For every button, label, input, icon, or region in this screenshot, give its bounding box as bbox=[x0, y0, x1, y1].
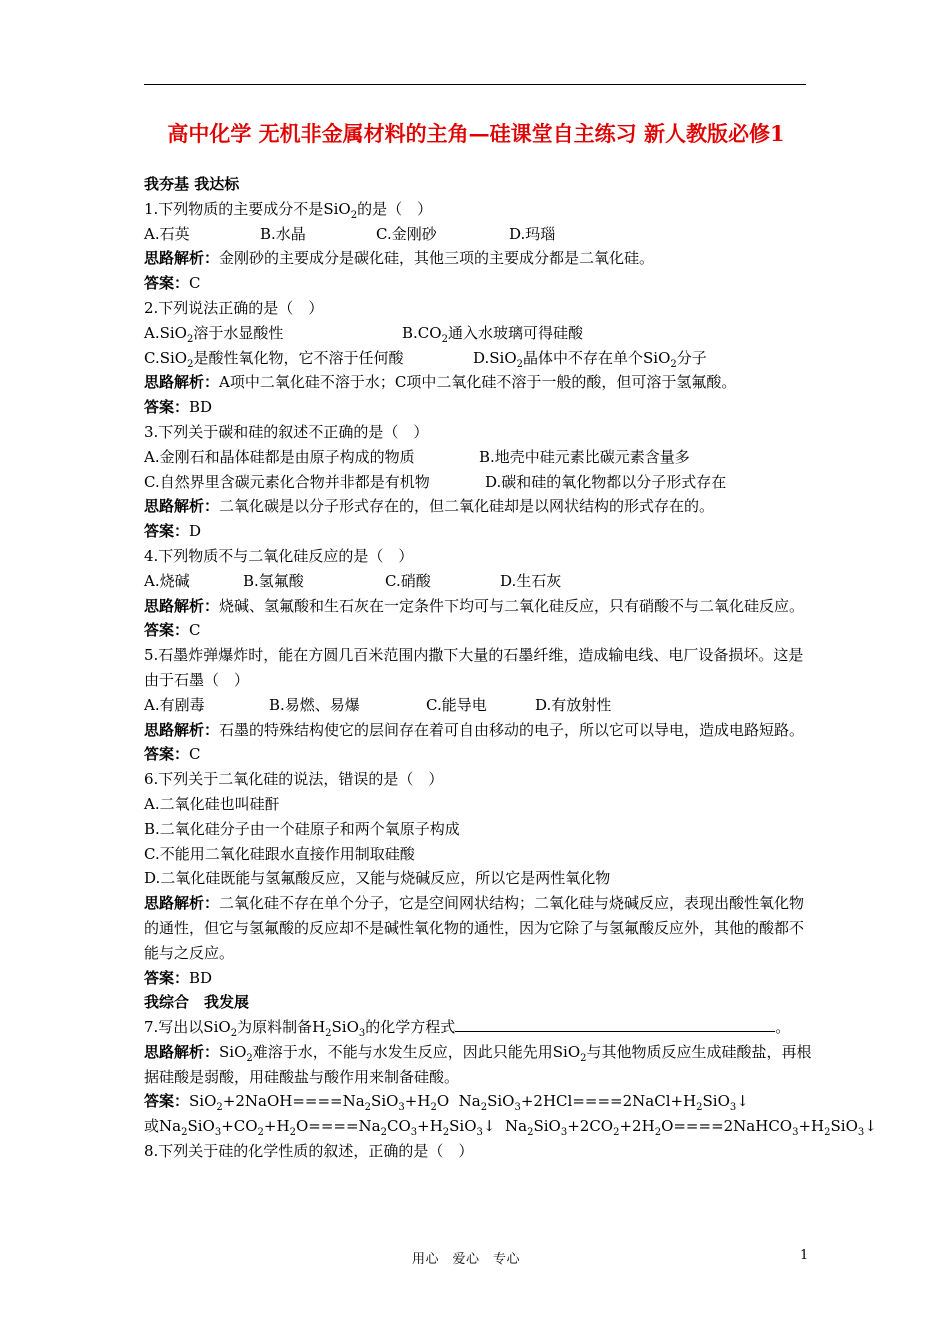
question-3-stem: 3.下列关于碳和硅的叙述不正确的是（ ） bbox=[144, 422, 429, 441]
document-body bbox=[144, 172, 877, 1164]
question-2-options-cd: C.SiO$_2$是酸性氧化物，它不溶于任何酸 D.SiO$_2$晶体中不存在单个SiO$_2$分子 bbox=[144, 348, 707, 370]
question-6-option-d: D.二氧化硅既能与氢氟酸反应，又能与烧碱反应，所以它是两性氧化物 bbox=[144, 869, 611, 888]
question-6-stem: 6.下列关于二氧化硅的说法，错误的是（ ） bbox=[144, 770, 444, 789]
question-6-option-c: C.不能用二氧化硅跟水直接作用制取硅酸 bbox=[144, 844, 415, 863]
question-1-answer: 答案：C bbox=[144, 274, 201, 293]
section-heading: 我综合 我发展 bbox=[144, 993, 250, 1012]
question-6-answer: 答案：BD bbox=[144, 968, 213, 987]
question-4-options: A.烧碱 B.氢氟酸 C.硝酸 D.生石灰 bbox=[144, 571, 562, 590]
option: B.水晶 bbox=[260, 224, 306, 243]
question-3-analysis: 思路解析：二氧化碳是以分子形式存在的，但二氧化硅却是以网状结构的形式存在的。 bbox=[144, 497, 715, 516]
question-7-analysis: 思路解析：SiO$_2$难溶于水，不能与水发生反应，因此只能先用SiO$_2$与其他物质反应生成硅酸盐，再根据硅酸是弱酸，用硅酸盐与酸作用来制备硅酸。 bbox=[144, 1042, 812, 1086]
option: A.石英 bbox=[144, 224, 190, 243]
answer-blank[interactable] bbox=[455, 1015, 775, 1032]
question-1-options bbox=[144, 222, 816, 247]
question-5-stem: 5.石墨炸弹爆炸时，能在方圆几百米范围内撒下大量的石墨纤维，造成输电线、电厂设备损坏。这是由于石墨（ ） bbox=[144, 646, 804, 689]
question-2-options-ab: A.SiO$_2$溶于水显酸性 $B.CO_2$通入水玻璃可得硅酸 bbox=[144, 323, 583, 345]
page-title: 高中化学 无机非金属材料的主角—硅课堂自主练习 新人教版必修1 bbox=[167, 121, 785, 146]
question-2-stem: 2.下列说法正确的是（ ） bbox=[144, 298, 324, 317]
question-5-options: A.有剧毒 B.易燃、易爆 C.能导电 D.有放射性 bbox=[144, 695, 612, 714]
question-4-stem: 4.下列物质不与二氧化硅反应的是（ ） bbox=[144, 546, 414, 565]
page-number: 1 bbox=[800, 1248, 809, 1263]
question-7-answer-line-2: 或$Na_2SiO_3+CO_2+H_2O====Na_2CO_3+H_2SiO_3↓$ $Na_2SiO_3+2CO_2+2H_2O====2NaHCO_3+H_2SiO_3↓$ bbox=[144, 1117, 877, 1139]
header-rule bbox=[144, 84, 806, 85]
question-7-stem: 7.写出以SiO$_2$为原料制备$H_2SiO_3$的化学方程式 。 bbox=[144, 1015, 816, 1040]
option: D.玛瑙 bbox=[509, 224, 556, 243]
question-6-analysis: 思路解析：二氧化硅不存在单个分子，它是空间网状结构；二氧化硅与烧碱反应，表现出酸性氧化物的通性，但它与氢氟酸的反应却不是碱性氧化物的通性，因为它除了与氢氟酸反应外，其他的酸都不能与之反应。 bbox=[144, 894, 805, 962]
option: C.金刚砂 bbox=[376, 224, 437, 243]
section-heading: 我夯基 我达标 bbox=[144, 175, 240, 193]
question-2-analysis: 思路解析：A项中二氧化硅不溶于水；C项中二氧化硅不溶于一般的酸，但可溶于氢氟酸。 bbox=[144, 373, 737, 392]
question-7-answer-line-1: 答案：$SiO_2+2NaOH====Na_2SiO_3+H_2O$ $Na_2SiO_3+2HCl====2NaCl+H_2SiO_3↓$ bbox=[144, 1092, 749, 1114]
question-3-options-ab: A.金刚石和晶体硅都是由原子构成的物质 B.地壳中硅元素比碳元素含量多 bbox=[144, 447, 690, 466]
question-1-stem: 1.下列物质的主要成分不是SiO$_2$的是（ ） bbox=[144, 199, 433, 221]
question-2-answer: 答案：BD bbox=[144, 398, 213, 417]
question-5-analysis: 思路解析：石墨的特殊结构使它的层间存在着可自由移动的电子，所以它可以导电，造成电路短路。 bbox=[144, 720, 805, 739]
question-3-answer: 答案：D bbox=[144, 522, 202, 541]
question-5-answer: 答案：C bbox=[144, 745, 201, 764]
question-4-analysis: 思路解析：烧碱、氢氟酸和生石灰在一定条件下均可与二氧化硅反应，只有硝酸不与二氧化硅反应。 bbox=[144, 596, 805, 615]
question-3-options-cd: C.自然界里含碳元素化合物并非都是有机物 D.碳和硅的氧化物都以分子形式存在 bbox=[144, 472, 727, 491]
question-6-option-b: B.二氧化硅分子由一个硅原子和两个氧原子构成 bbox=[144, 819, 460, 838]
question-4-answer: 答案：C bbox=[144, 621, 201, 640]
footer-motto: 用心 爱心 专心 bbox=[412, 1252, 521, 1267]
question-6-option-a: A.二氧化硅也叫硅酐 bbox=[144, 794, 280, 813]
question-1-analysis: 思路解析：金刚砂的主要成分是碳化硅，其他三项的主要成分都是二氧化硅。 bbox=[144, 249, 655, 268]
question-8-stem: 8.下列关于硅的化学性质的叙述，正确的是（ ） bbox=[144, 1142, 474, 1161]
